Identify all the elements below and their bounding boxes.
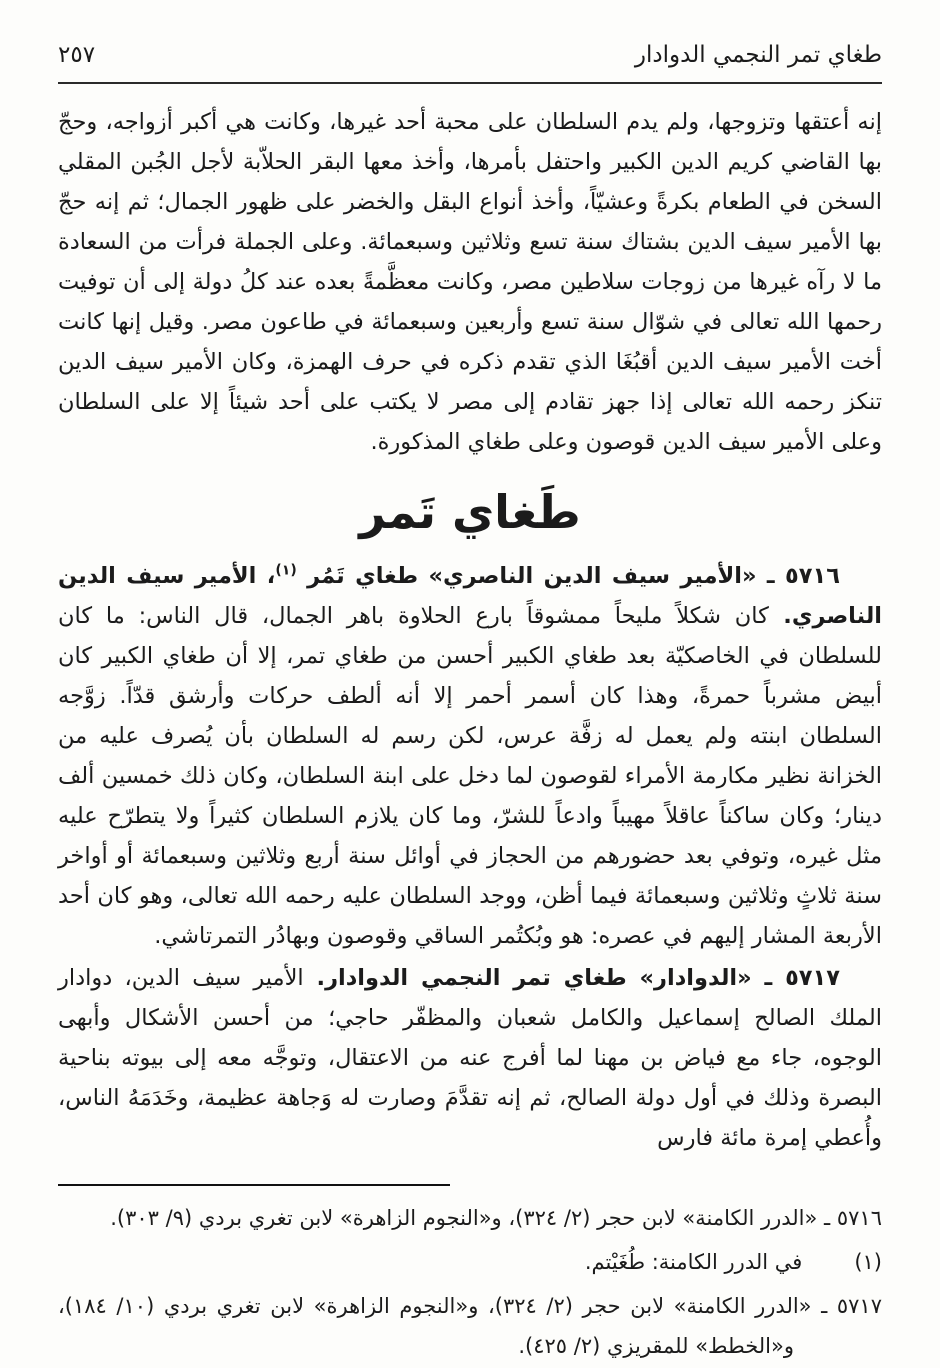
entry-5717-body: الأمير سيف الدين، دوادار الملك الصالح إسماعيل والكامل شعبان والمظفّر حاجي؛ من أحسن الأشكال وأبهى الوجوه، جاء مع فياض بن مهنا لما أفرج عنه من الاعتقال، وتوجَّه معه إلى بيوته بناحية البصرة وذلك في أول دولة الصالح، ثم إنه تقدَّمَ وصارت له وَجاهة عظيمة، وخَدَمَهُ الناس، وأُعطي إمرة مائة فارس — [58, 964, 882, 1151]
footnote-reference-1: (١) — [275, 562, 297, 578]
entry-5716 — [58, 556, 882, 956]
footnote-sources-5716: ٥٧١٦ ـ «الدرر الكامنة» لابن حجر (٢/ ٣٢٤)، و«النجوم الزاهرة» لابن تغري بردي (٩/ ٣٠٣). — [110, 1205, 882, 1230]
entry-5716-body: كان شكلاً مليحاً ممشوقاً بارع الحلاوة باهر الجمال، قال الناس: ما كان للسلطان في الخاصكيّة بعد طغاي الكبير أحسن من طغاي تمر، إلا أن طغاي الكبير كان أبيض مشرباً حمرةً، وهذا كان أسمر أحمر إلا أنه ألطف حركات وأرشق قدّاً. زوَّجه السلطان ابنته ولم يعمل له زفَّة عرس، لكن رسم له السلطان بأن يُصرف عليه من الخزانة نظير مكارمة الأمراء لقوصون لما دخل على ابنة السلطان، وكان ذلك خمسين ألف دينار؛ وكان ساكناً عاقلاً مهيباً وادعاً للشرّ، وما كان يلازم السلطان كثيراً ولا يتطرّح عليه مثل غيره، وتوفي بعد حضورهم من الحجاز في أوائل سنة أربع وثلاثين وسبعمائة أو أواخر سنة ثلاثٍ وثلاثين وسبعمائة فيما أظن، ووجد السلطان عليه رحمه الله تعالى، وهو كان أحد الأربعة المشار إليهم في عصره: هو وبُكتُمر الساقي وقوصون وبهادُر التمرتاشي. — [58, 602, 882, 949]
page-number: ٢٥٧ — [58, 42, 96, 68]
entry-5717 — [58, 958, 882, 1158]
footnote-separator-rule — [58, 1184, 450, 1186]
header-rule — [58, 82, 882, 84]
section-heading: طَغاي تَمر — [359, 485, 581, 539]
footnote-1 — [58, 1242, 882, 1282]
footnote-1-text: في الدرر الكامنة: طُغَيْتم. — [584, 1249, 803, 1274]
footnote-1-marker: (١) — [854, 1249, 882, 1274]
page-header — [58, 42, 882, 68]
footnote-sources-5717: ٥٧١٧ ـ «الدرر الكامنة» لابن حجر (٢/ ٣٢٤)، و«النجوم الزاهرة» لابن تغري بردي (١٠/ ١٨٤)، و«الخطط» للمقريزي (٢/ ٤٢٥). — [58, 1293, 882, 1358]
running-header-title: طغاي تمر النجمي الدوادار — [634, 42, 882, 68]
intro-paragraph: إنه أعتقها وتزوجها، ولم يدم السلطان على محبة أحد غيرها، وكانت هي أكبر أزواجه، وحجّ بها القاضي كريم الدين الكبير واحتفل بأمرها، وأخذ معها البقر الحلاّبة لأجل الجُبن المقلي السخن في الطعام بكرةً وعشيّاً، وأخذ أنواع البقل والخضر على ظهور الجمال؛ ثم إنه حجّ بها الأمير سيف الدين بشتاك سنة تسع وثلاثين وسبعمائة. وعلى الجملة فرأت من السعادة ما لا رآه غيرها من زوجات سلاطين مصر، وكانت معظَّمةً بعده عند كلُ دولة إلى أن توفيت رحمها الله تعالى في شوّال سنة تسع وأربعين وسبعمائة في طاعون مصر. وقيل إنها كانت أخت الأمير سيف الدين أقبُغَا الذي تقدم ذكره في حرف الهمزة، وكان الأمير سيف الدين تنكز رحمه الله تعالى إذا جهز تقادم إلى مصر لا يكتب على أحد شيئاً إلا على السلطان وعلى الأمير سيف الدين قوصون وعلى طغاي المذكورة. — [58, 109, 882, 455]
entry-5716-title-continued: ، الأمير سيف الدين الناصري. — [58, 562, 882, 629]
entry-5716-title: ٥٧١٦ ـ «الأمير سيف الدين الناصري» طغاي تَمُر — [296, 562, 840, 589]
entry-5717-title: ٥٧١٧ ـ «الدوادار» طغاي تمر النجمي الدوادار. — [303, 964, 840, 991]
footnotes-section — [58, 1198, 882, 1366]
